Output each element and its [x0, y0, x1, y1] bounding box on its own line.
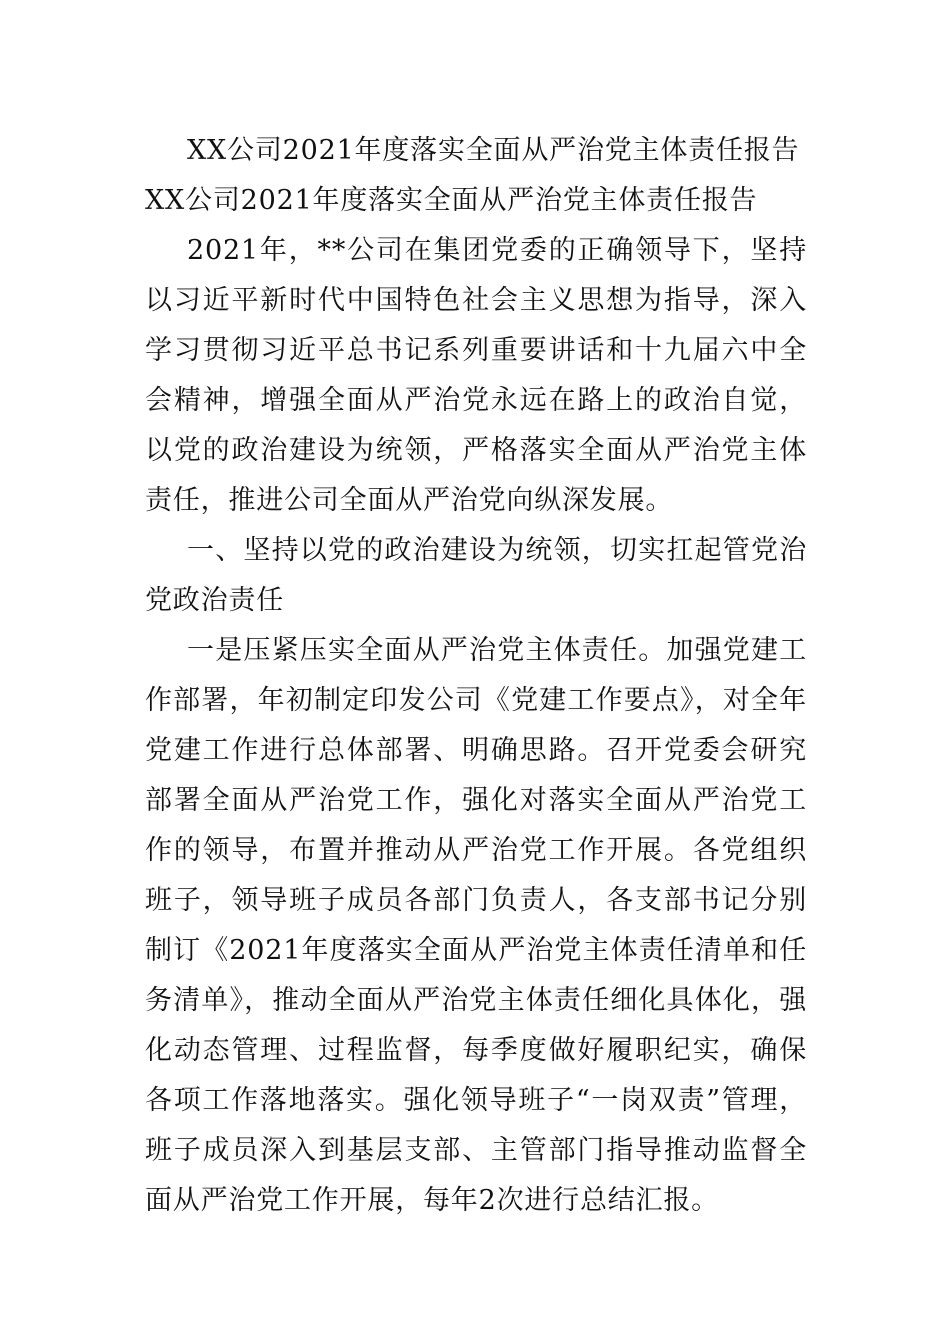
paragraph-intro: 2021年，**公司在集团党委的正确领导下，坚持以习近平新时代中国特色社会主义思想为指导，深入学习贯彻习近平总书记系列重要讲话和十九届六中全会精神，增强全面从严治党永远在路上的政治自觉，以党的政治建设为统领，严格落实全面从严治党主体责任，推进公司全面从严治党向纵深发展。: [145, 235, 807, 516]
document-title: XX公司2021年度落实全面从严治党主体责任报告: [187, 135, 800, 166]
document-subtitle: XX公司2021年度落实全面从严治党主体责任报告: [145, 185, 758, 216]
paragraph-section-1-item-1: 一是压紧压实全面从严治党主体责任。加强党建工作部署，年初制定印发公司《党建工作要点》，对全年党建工作进行总体部署、明确思路。召开党委会研究部署全面从严治党工作，强化对落实全面从严治党工作的领导，布置并推动从严治党工作开展。各党组织班子，领导班子成员各部门负责人，各支部书记分别制订《2021年度落实全面从严治党主体责任清单和任务清单》，推动全面从严治党主体责任细化具体化，强化动态管理、过程监督，每季度做好履职纪实，确保各项工作落地落实。强化领导班子“一岗双责”管理，班子成员深入到基层支部、主管部门指导推动监督全面从严治党工作开展，每年2次进行总结汇报。: [145, 635, 807, 1216]
document-body: [145, 126, 807, 1226]
section-heading-1: 一、坚持以党的政治建设为统领，切实扛起管党治党政治责任: [145, 535, 807, 616]
